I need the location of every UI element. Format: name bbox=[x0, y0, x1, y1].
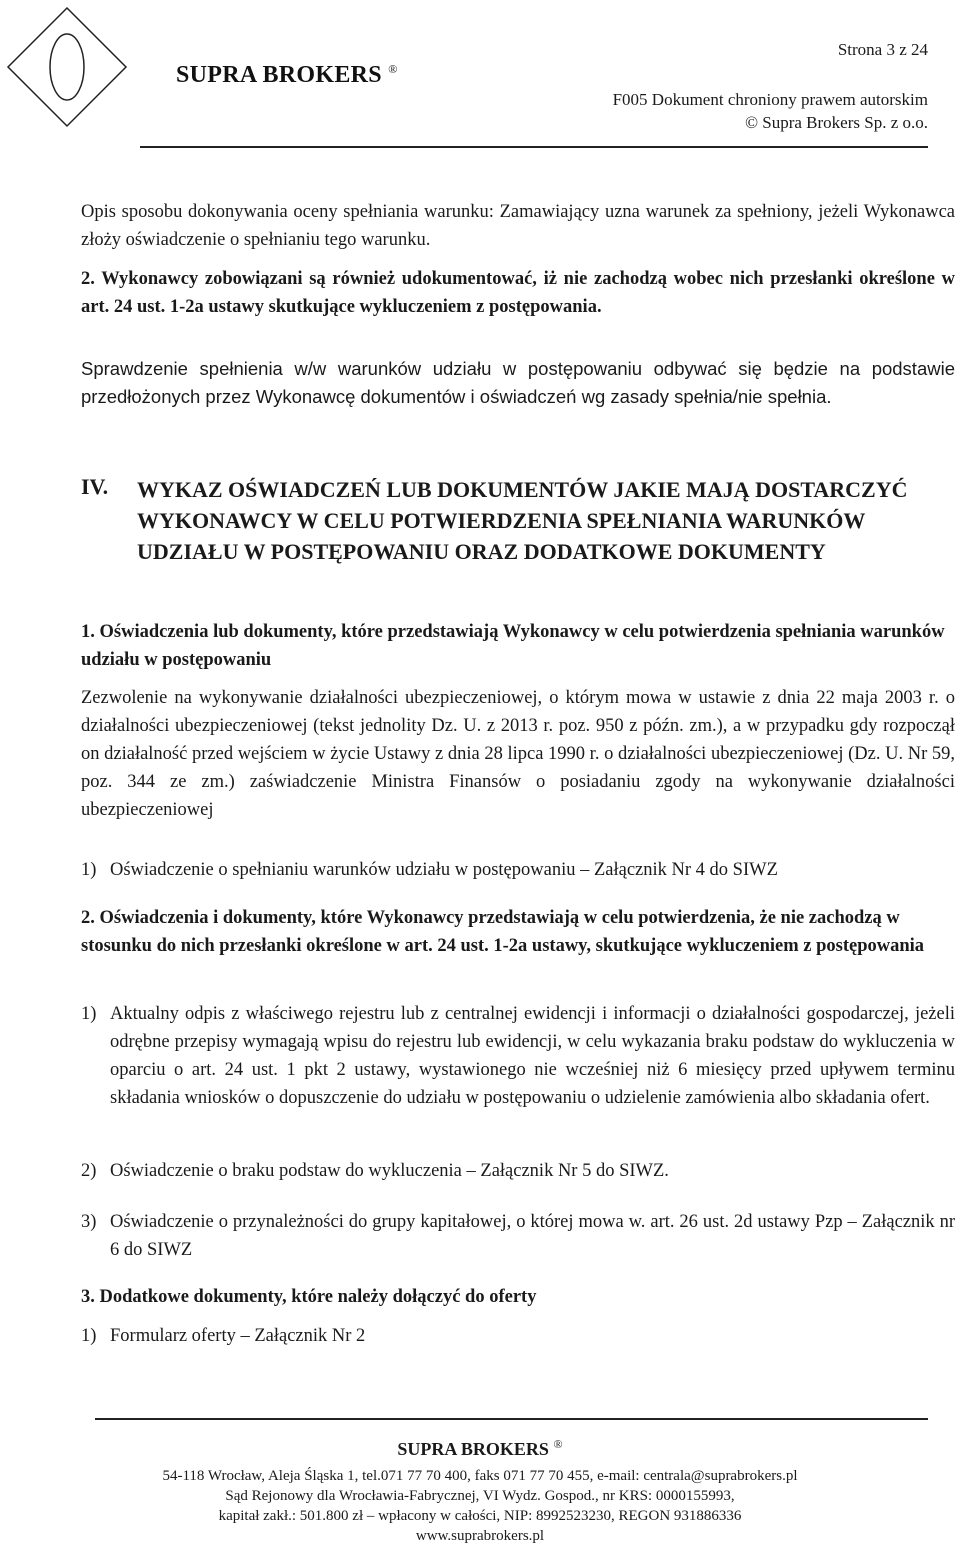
supra-brokers-logo bbox=[0, 0, 135, 135]
copyright-notice: © Supra Brokers Sp. z o.o. bbox=[745, 113, 928, 132]
section-number: IV. bbox=[81, 474, 109, 499]
footer-capital: kapitał zakł.: 501.800 zł – wpłacony w całości, NIP: 8992523230, REGON 931886336 bbox=[218, 1508, 742, 1524]
subsection-2-heading: 2. Oświadczenia i dokumenty, które Wykonawcy przedstawiają w celu potwierdzenia, że nie zachodzą w stosunku do nich przesłanki określone w art. 24 ust. 1-2a ustawy, skutkujące wykluczeniem z postępowania bbox=[81, 908, 925, 956]
list-item: 1) Oświadczenie o spełnianiu warunków udziału w postępowaniu – Załącznik Nr 4 do SIWZ bbox=[81, 860, 778, 880]
subsection-1-heading: 1. Oświadczenia lub dokumenty, które przedstawiają Wykonawcy w celu potwierdzenia spełniania warunków udziału w postępowaniu bbox=[81, 622, 945, 670]
header-divider bbox=[140, 146, 928, 148]
footer-brand: SUPRA BROKERS ® bbox=[397, 1437, 563, 1459]
footer-registry: Sąd Rejonowy dla Wrocławia-Fabrycznej, VI Wydz. Gospod., nr KRS: 0000155993, bbox=[225, 1488, 735, 1504]
permit-paragraph: Zezwolenie na wykonywanie działalności ubezpieczeniowej, o którym mowa w ustawie z dnia 22 maja 2003 r. o działalności ubezpieczeniowej (tekst jednolity Dz. U. z 2013 r. poz. 950 z późn. zm.), a w przypadku gdy rozpoczął on działalność przed wejściem w życie Ustawy z dnia 28 lipca 1990 r. o działalności ubezpieczeniowej (Dz. U. Nr 59, poz. 344 ze zm.) zaświadczenie Ministra Finansów o posiadaniu zgody na wykonywanie działalności ubezpieczeniowej bbox=[81, 688, 955, 820]
section-title: WYKAZ OŚWIADCZEŃ LUB DOKUMENTÓW JAKIE MAJĄ DOSTARCZYĆ WYKONAWCY W CELU POTWIERDZENIA SPEŁNIANIA WARUNKÓW UDZIAŁU W POSTĘPOWANIU ORAZ DODATKOWE DOKUMENTY bbox=[137, 477, 908, 564]
header-brand: SUPRA BROKERS ® bbox=[176, 62, 398, 88]
verification-paragraph: Sprawdzenie spełnienia w/w warunków udziału w postępowaniu odbywać się będzie na podstawie przedłożonych przez Wykonawcę dokumentów i oświadczeń wg zasady spełnia/nie spełnia. bbox=[81, 358, 955, 407]
point-2-paragraph: 2. Wykonawcy zobowiązani są również udokumentować, iż nie zachodzą wobec nich przesłanki określone w art. 24 ust. 1-2a ustawy skutkujące wykluczeniem z postępowania. bbox=[81, 269, 955, 317]
subsection-3-heading: 3. Dodatkowe dokumenty, które należy dołączyć do oferty bbox=[81, 1287, 537, 1307]
page-number: Strona 3 z 24 bbox=[837, 40, 928, 59]
footer-website: www.suprabrokers.pl bbox=[415, 1528, 545, 1544]
assessment-description: Opis sposobu dokonywania oceny spełniania warunku: Zamawiający uzna warunek za spełniony, jeżeli Wykonawca złoży oświadczenie o spełnianiu tego warunku. bbox=[81, 202, 955, 250]
list-item: 1) Formularz oferty – Załącznik Nr 2 bbox=[81, 1326, 366, 1346]
list-item: 3) Oświadczenie o przynależności do grupy kapitałowej, o której mowa w. art. 26 ust. 2d ustawy Pzp – Załącznik nr 6 do SIWZ bbox=[81, 1212, 955, 1260]
footer-divider bbox=[95, 1418, 928, 1420]
footer-address: 54-118 Wrocław, Aleja Śląska 1, tel.071 77 70 400, faks 071 77 70 455, e-mail: centrala@suprabrokers.pl bbox=[162, 1468, 798, 1484]
document-code: F005 Dokument chroniony prawem autorskim bbox=[612, 90, 928, 109]
list-item: 2) Oświadczenie o braku podstaw do wykluczenia – Załącznik Nr 5 do SIWZ. bbox=[81, 1161, 669, 1181]
list-item: 1) Aktualny odpis z właściwego rejestru lub z centralnej ewidencji i informacji o działalności gospodarczej, jeżeli odrębne przepisy wymagają wpisu do rejestru lub ewidencji, w celu wykazania braku podstaw do wykluczenia w oparciu o art. 24 ust. 1 pkt 2 ustawy, wystawionego nie wcześniej niż 6 miesięcy przed upływem terminu składania wniosków o dopuszczenie do udziału w postępowaniu o udzielenie zamówienia albo składania ofert. bbox=[81, 1004, 955, 1108]
